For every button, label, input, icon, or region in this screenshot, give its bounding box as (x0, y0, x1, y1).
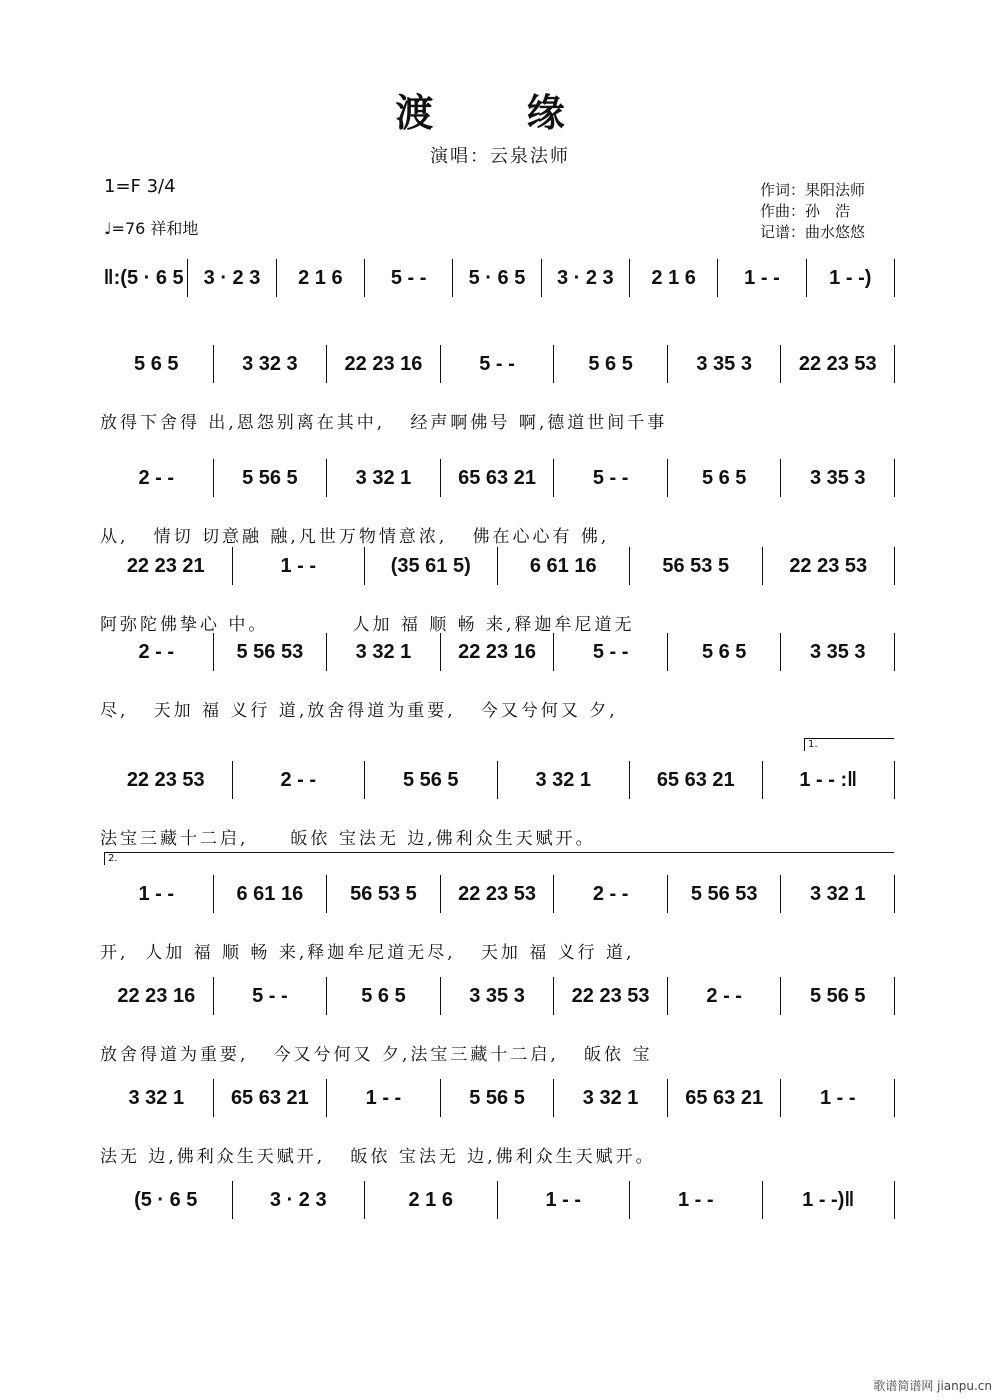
measure: 1 - - (100, 875, 214, 913)
measure: 5 6 5 (100, 345, 214, 383)
measure: 1 - - (718, 259, 806, 297)
measure: 3 32 1 (327, 459, 441, 497)
measure: 5 - - (214, 977, 328, 1015)
lyrics: 阿弥陀佛挚心 中。 人加 福 顺 畅 来,释迦牟尼道无 (100, 615, 635, 635)
measure: 5 6 5 (327, 977, 441, 1015)
measure: 2 - - (233, 761, 366, 799)
measure: 3 32 1 (498, 761, 631, 799)
lyrics: 从, 情切 切意融 融,凡世万物情意浓, 佛在心心有 佛, (100, 527, 610, 547)
composer: 作曲：孙 浩 (760, 202, 851, 220)
singer: 演唱：云泉法师 (430, 146, 570, 167)
lyricist: 作词：果阳法师 (760, 181, 866, 199)
measure: 3 · 2 3 (542, 259, 630, 297)
measure: 2 1 6 (365, 1181, 498, 1219)
score-line (100, 878, 895, 963)
measure: 2 - - (554, 875, 668, 913)
measure: 3 32 1 (554, 1079, 668, 1117)
measure: 3 · 2 3 (188, 259, 276, 297)
score-line (100, 764, 895, 849)
measure: 2 - - (100, 633, 214, 671)
volta-1: 1. (804, 738, 894, 751)
measure: 6 61 16 (214, 875, 328, 913)
measure: 3 35 3 (781, 633, 895, 671)
song-title: 渡 缘 (395, 90, 605, 135)
measure: 5 - - (554, 459, 668, 497)
measure: 22 23 53 (763, 547, 896, 585)
notes (100, 764, 895, 796)
measure: 5 56 5 (214, 459, 328, 497)
score-line (100, 1082, 895, 1167)
notes (100, 636, 895, 668)
measure: 1 - - (630, 1181, 763, 1219)
measure: 22 23 53 (100, 761, 233, 799)
measure: 56 53 5 (327, 875, 441, 913)
credits (760, 180, 865, 243)
notes (100, 878, 895, 910)
notes (100, 1082, 895, 1114)
measure: 1 - - :‖ (763, 761, 896, 799)
measure: 1 - - (327, 1079, 441, 1117)
measure: 5 56 5 (365, 761, 498, 799)
lyrics: 开, 人加 福 顺 畅 来,释迦牟尼道无尽, 天加 福 义行 道, (100, 943, 635, 963)
tempo: ♩=76 祥和地 (104, 219, 199, 238)
measure: 3 · 2 3 (233, 1181, 366, 1219)
key-signature: 1=F 3/4 (104, 176, 176, 197)
measure: 1 - - (233, 547, 366, 585)
measure: (35 61 5) (365, 547, 498, 585)
measure: 5 6 5 (668, 633, 782, 671)
measure: 3 35 3 (441, 977, 555, 1015)
measure: ‖:(5 · 6 5 (100, 259, 188, 297)
measure: 3 32 3 (214, 345, 328, 383)
score-line (100, 262, 895, 322)
volta-2: 2. (104, 852, 894, 865)
measure: 5 56 53 (668, 875, 782, 913)
measure: 22 23 53 (781, 345, 895, 383)
lyrics: 法宝三藏十二启, 皈依 宝法无 边,佛利众生天赋开。 (100, 829, 596, 849)
measure: 5 · 6 5 (453, 259, 541, 297)
measure: 22 23 16 (441, 633, 555, 671)
measure: 3 32 1 (781, 875, 895, 913)
measure: 2 1 6 (277, 259, 365, 297)
measure: 5 6 5 (668, 459, 782, 497)
measure: 22 23 53 (441, 875, 555, 913)
measure: 22 23 53 (554, 977, 668, 1015)
measure: 3 32 1 (100, 1079, 214, 1117)
measure: 56 53 5 (630, 547, 763, 585)
measure: 5 56 5 (441, 1079, 555, 1117)
measure: 2 - - (668, 977, 782, 1015)
lyrics: 法无 边,佛利众生天赋开, 皈依 宝法无 边,佛利众生天赋开。 (100, 1147, 656, 1167)
notes (100, 348, 895, 380)
notes (100, 462, 895, 494)
measure: 22 23 16 (327, 345, 441, 383)
measure: 65 63 21 (668, 1079, 782, 1117)
score-line (100, 980, 895, 1065)
lyrics: 放得下舍得 出,恩怨别离在其中, 经声啊佛号 啊,德道世间千事 (100, 413, 668, 433)
measure: 5 6 5 (554, 345, 668, 383)
notes (100, 550, 895, 582)
measure: 5 - - (441, 345, 555, 383)
notes (100, 1184, 895, 1216)
score-line (100, 636, 895, 721)
measure: 1 - - (498, 1181, 631, 1219)
measure: 65 63 21 (441, 459, 555, 497)
measure: 3 32 1 (327, 633, 441, 671)
measure: 5 - - (365, 259, 453, 297)
measure: 3 35 3 (668, 345, 782, 383)
measure: 5 56 53 (214, 633, 328, 671)
notes (100, 980, 895, 1012)
measure: 1 - -)‖ (763, 1181, 896, 1219)
measure: 5 - - (554, 633, 668, 671)
measure: 2 - - (100, 459, 214, 497)
notes (100, 262, 895, 294)
measure: 2 1 6 (630, 259, 718, 297)
measure: 6 61 16 (498, 547, 631, 585)
score-line (100, 550, 895, 635)
measure: 5 56 5 (781, 977, 895, 1015)
measure: (5 · 6 5 (100, 1181, 233, 1219)
measure: 65 63 21 (214, 1079, 328, 1117)
watermark: 歌谱简谱网 jianpu.cn (873, 1379, 992, 1393)
lyrics: 放舍得道为重要, 今又兮何又 夕,法宝三藏十二启, 皈依 宝 (100, 1045, 653, 1065)
measure: 22 23 21 (100, 547, 233, 585)
measure: 1 - -) (807, 259, 895, 297)
measure: 65 63 21 (630, 761, 763, 799)
lyrics: 尽, 天加 福 义行 道,放舍得道为重要, 今又兮何又 夕, (100, 701, 618, 721)
measure: 1 - - (781, 1079, 895, 1117)
measure: 22 23 16 (100, 977, 214, 1015)
score-line (100, 348, 895, 433)
score-line (100, 1184, 895, 1244)
transcriber: 记谱：曲水悠悠 (760, 223, 866, 241)
score-line (100, 462, 895, 547)
measure: 3 35 3 (781, 459, 895, 497)
